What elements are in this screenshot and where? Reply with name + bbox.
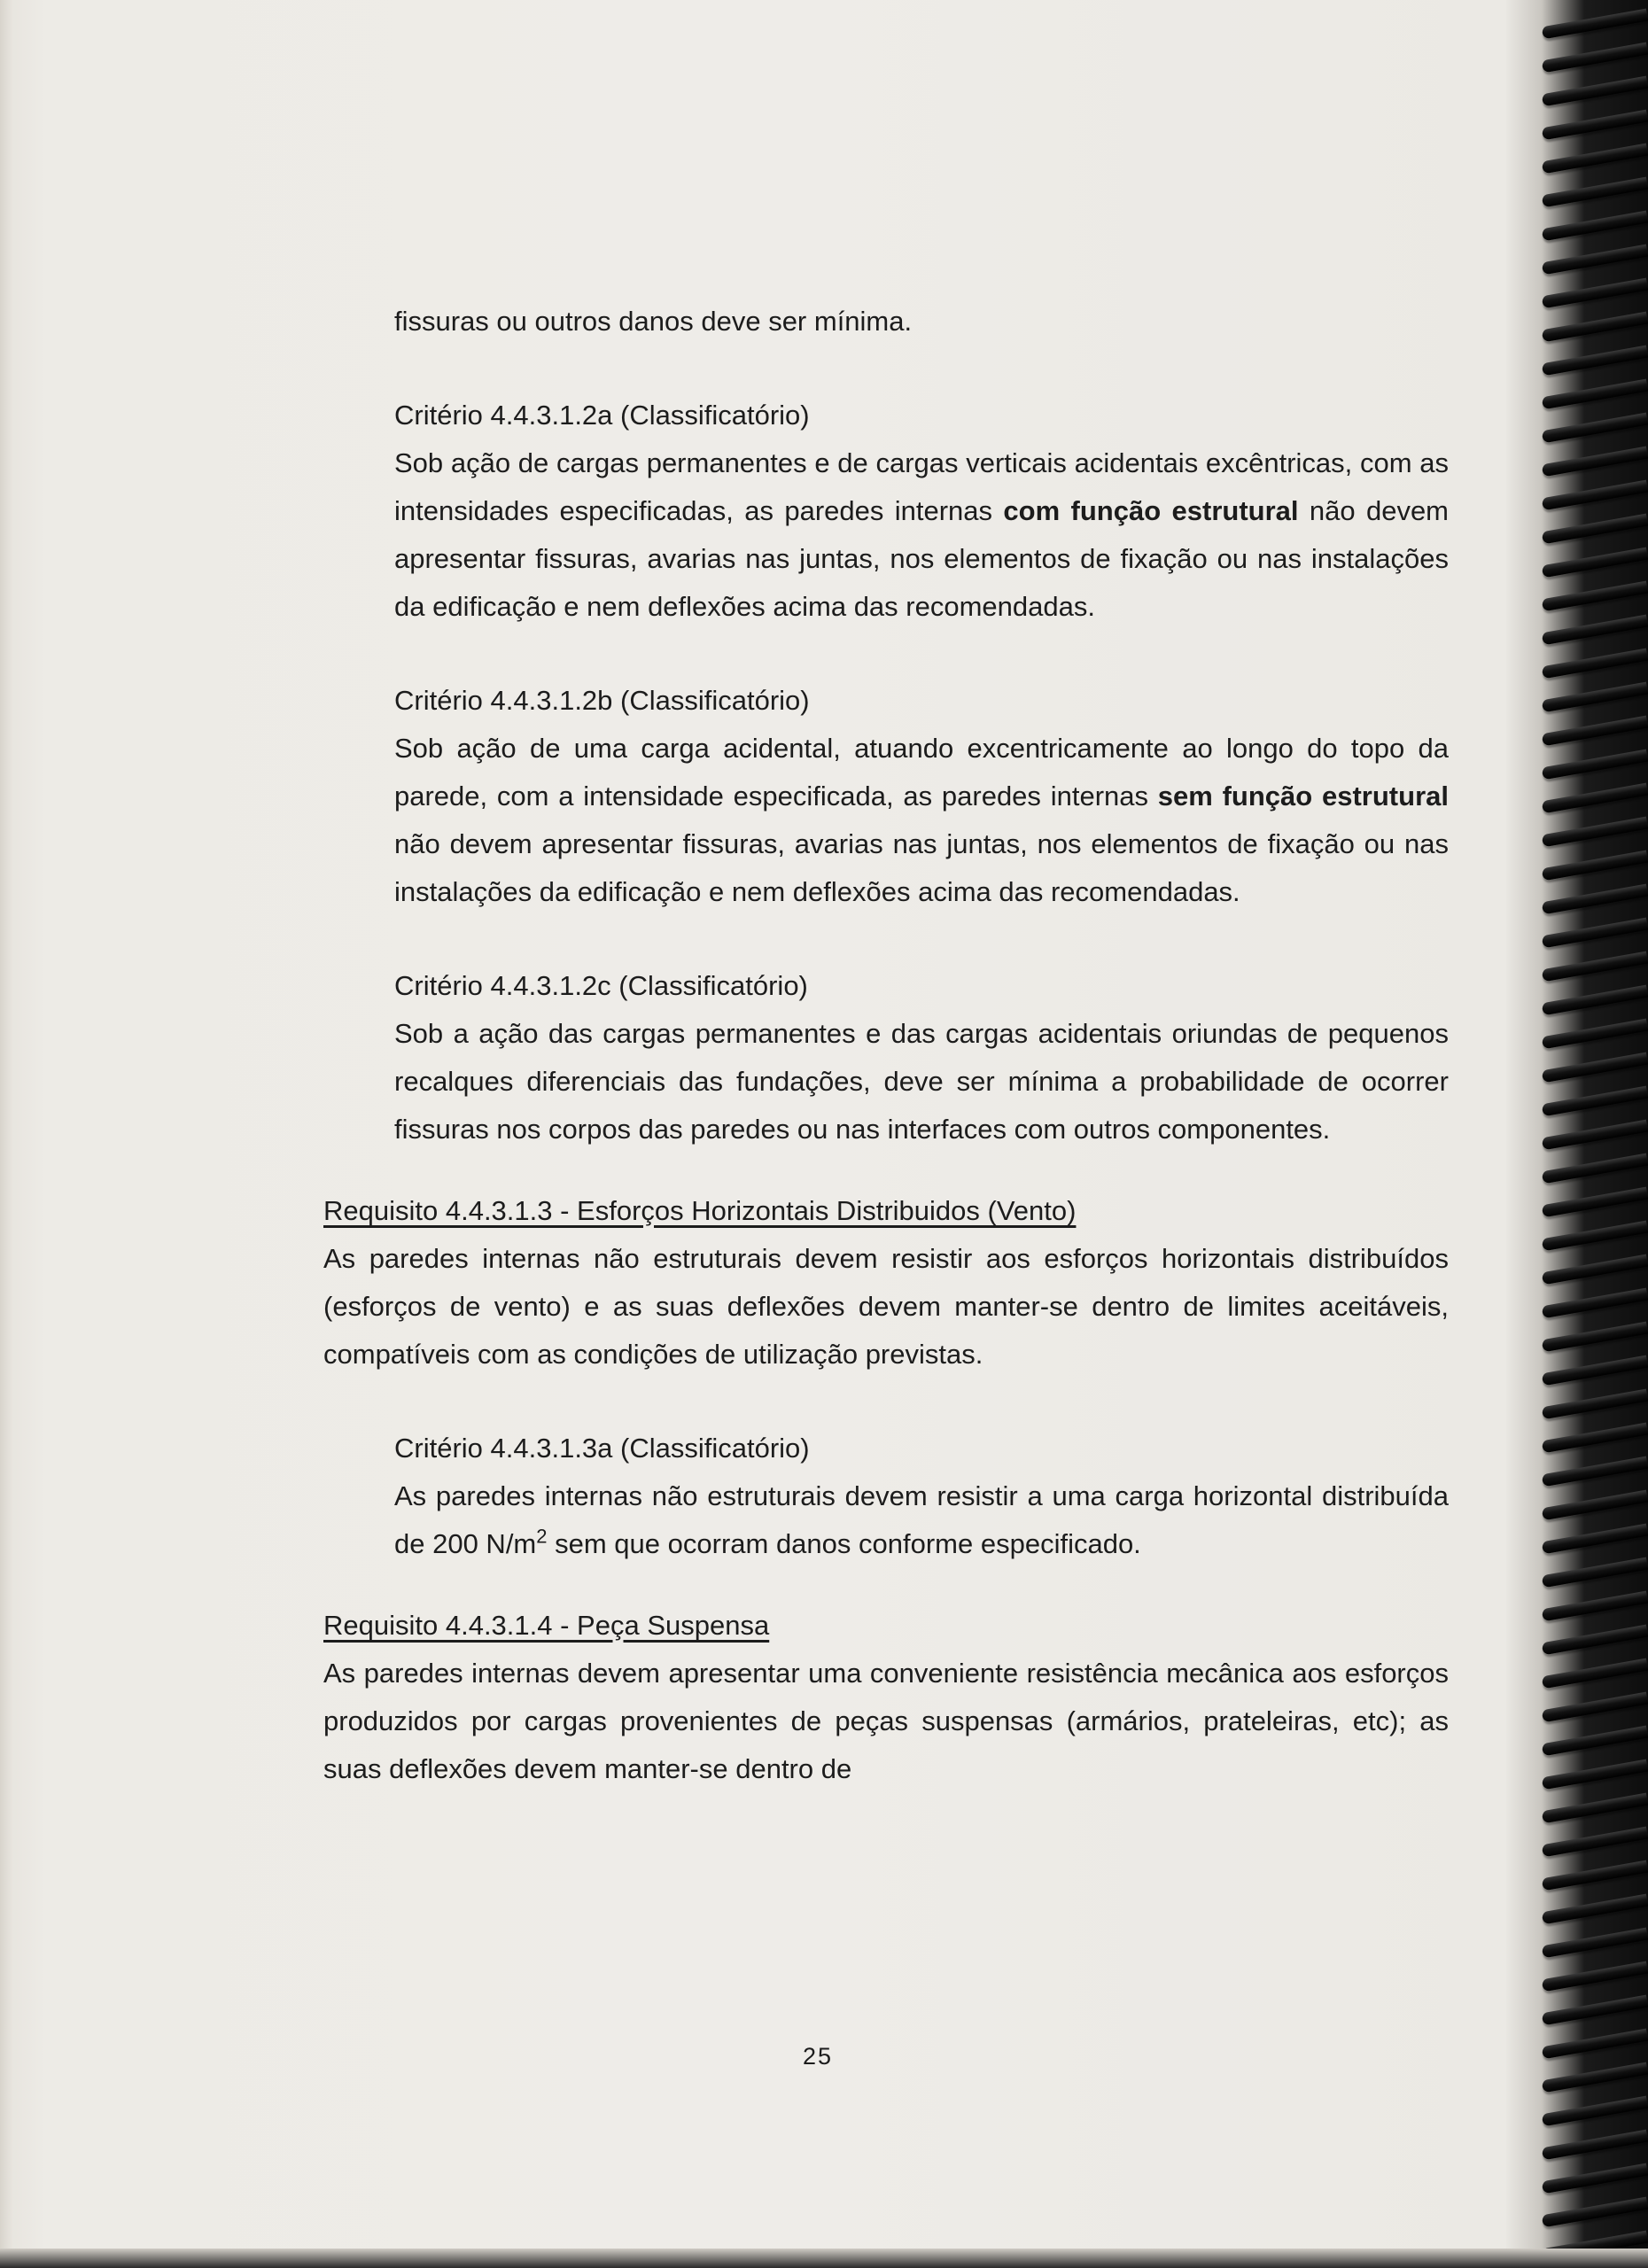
criterio-2c-section: [394, 962, 1449, 1153]
binding-coil: [1542, 2062, 1648, 2093]
binding-coil: [1542, 615, 1648, 646]
binding-coil: [1542, 1456, 1648, 1487]
criterio-2a-title: Critério 4.4.3.1.2a (Classificatório): [394, 400, 810, 431]
binding-coil: [1542, 649, 1648, 680]
criterio-3a-title: Critério 4.4.3.1.3a (Classificatório): [394, 1433, 810, 1464]
binding-coil: [1542, 1726, 1648, 1757]
criterio-2a-text: Sob ação de cargas permanentes e de cargas verticais acidentais excêntricas, com as intensidades especificadas, as paredes internas com função estrutural não devem apresentar fissuras, avarias nas juntas, nos elementos de fixação ou nas instalações da edificação e nem deflexões acima das recomendadas.: [394, 447, 1450, 622]
binding-coil: [1542, 1827, 1648, 1858]
binding-coil: [1542, 514, 1648, 545]
binding-coil: [1542, 1524, 1648, 1555]
criterio-2b-bold: sem função estrutural: [1157, 781, 1449, 812]
binding-coil: [1542, 278, 1648, 309]
criterio-2a-section: [394, 392, 1449, 631]
binding-coil: [1542, 1759, 1648, 1790]
binding-coil: [1542, 1793, 1648, 1824]
binding-coil: [1542, 1591, 1648, 1622]
requisito-4-section: [323, 1602, 1449, 1793]
binding-coil: [1542, 682, 1648, 713]
spiral-binding: [1506, 0, 1648, 2268]
binding-coil: [1542, 2096, 1648, 2127]
binding-coil: [1542, 1120, 1648, 1151]
binding-coil: [1542, 1995, 1648, 2026]
binding-coil: [1542, 1860, 1648, 1891]
binding-coil: [1542, 177, 1648, 208]
criterio-2c-text: Sob a ação das cargas permanentes e das cargas acidentais oriundas de pequenos recalques diferenciais das fundações, deve ser mínima a probabilidade de ocorrer fissuras nos corpos das paredes ou nas interfaces com outros componentes.: [394, 1018, 1449, 1145]
binding-coil: [1542, 1625, 1648, 1656]
binding-coil: [1542, 783, 1648, 814]
binding-coil: [1542, 1894, 1648, 1925]
binding-coil: [1542, 1086, 1648, 1117]
criterio-2b-section: [394, 677, 1449, 916]
criterio-3a-text: As paredes internas não estruturais devem resistir a uma carga horizontal distribuída de 200 $N/m^2$ sem que ocorram danos conforme especificado.: [394, 1480, 1449, 1559]
binding-coil: [1542, 1221, 1648, 1252]
page-left-edge: [0, 0, 12, 2250]
binding-coil: [1542, 413, 1648, 444]
binding-coil: [1542, 1928, 1648, 1959]
binding-coil: [1542, 817, 1648, 848]
binding-coil: [1542, 447, 1648, 478]
binding-coil: [1542, 245, 1648, 276]
binding-coil: [1542, 918, 1648, 949]
binding-coil: [1542, 1288, 1648, 1319]
binding-coil: [1542, 1187, 1648, 1218]
binding-coil: [1542, 951, 1648, 983]
binding-coil: [1542, 985, 1648, 1016]
criterio-3a-section: [394, 1425, 1449, 1568]
binding-coil: [1542, 1355, 1648, 1386]
binding-coil: [1542, 1692, 1648, 1723]
criterio-2c-title: Critério 4.4.3.1.2c (Classificatório): [394, 970, 808, 1001]
binding-coil: [1542, 379, 1648, 410]
bottom-edge-shadow: [0, 2249, 1648, 2268]
binding-coil: [1542, 2130, 1648, 2161]
requisito-4-title: Requisito 4.4.3.1.4 - Peça Suspensa: [323, 1610, 770, 1641]
binding-coil: [1542, 211, 1648, 242]
binding-coil: [1542, 716, 1648, 747]
binding-coil: [1542, 1961, 1648, 1992]
requisito-3-section: [323, 1187, 1449, 1379]
binding-coil: [1542, 1557, 1648, 1588]
binding-coil: [1542, 750, 1648, 781]
binding-coil: [1542, 1658, 1648, 1689]
binding-coil: [1542, 312, 1648, 343]
binding-coil: [1542, 1019, 1648, 1050]
binding-coil: [1542, 346, 1648, 377]
binding-coil: [1542, 2197, 1648, 2228]
binding-coil: [1542, 9, 1648, 40]
binding-coil: [1542, 1153, 1648, 1184]
binding-coil: [1542, 144, 1648, 175]
binding-coil: [1542, 1423, 1648, 1454]
page-content: [323, 298, 1449, 1793]
requisito-3-text: As paredes internas não estruturais devem resistir aos esforços horizontais distribuídos (esforços de vento) e as suas deflexões devem manter-se dentro de limites aceitáveis, compatíveis com as condições de utilização previstas.: [323, 1243, 1449, 1370]
superscript-2: 2: [536, 1525, 548, 1548]
criterio-2b-title: Critério 4.4.3.1.2b (Classificatório): [394, 685, 810, 716]
binding-coil: [1542, 850, 1648, 882]
binding-coil: [1542, 480, 1648, 511]
binding-coil: [1542, 1322, 1648, 1353]
binding-coil: [1542, 1254, 1648, 1285]
binding-coil: [1542, 1490, 1648, 1521]
binding-coil: [1542, 2029, 1648, 2060]
binding-coil: [1542, 2163, 1648, 2194]
requisito-4-text: As paredes internas devem apresentar uma conveniente resistência mecânica aos esforços produzidos por cargas provenientes de peças suspensas (armários, prateleiras, etc); as suas deflexões devem manter-se dentro de: [323, 1658, 1449, 1784]
binding-coil: [1542, 76, 1648, 107]
binding-coil: [1542, 1389, 1648, 1420]
binding-coil: [1542, 548, 1648, 579]
binding-coil: [1542, 884, 1648, 915]
criterio-2a-bold: com função estrutural: [1003, 495, 1299, 526]
binding-coil: [1542, 581, 1648, 612]
binding-coil: [1542, 110, 1648, 141]
binding-coil: [1542, 1052, 1648, 1084]
binding-coil: [1542, 43, 1648, 74]
continuation-paragraph: fissuras ou outros danos deve ser mínima.: [394, 306, 913, 337]
criterio-2b-text: Sob ação de uma carga acidental, atuando excentricamente ao longo do topo da parede, com a intensidade especificada, as paredes internas sem função estrutural não devem apresentar fissuras, avarias nas juntas, nos elementos de fixação ou nas instalações da edificação e nem deflexões acima das recomendadas.: [394, 733, 1449, 907]
requisito-3-title: Requisito 4.4.3.1.3 - Esforços Horizontais Distribuidos (Vento): [323, 1195, 1077, 1226]
page-number: 25: [802, 2043, 834, 2070]
